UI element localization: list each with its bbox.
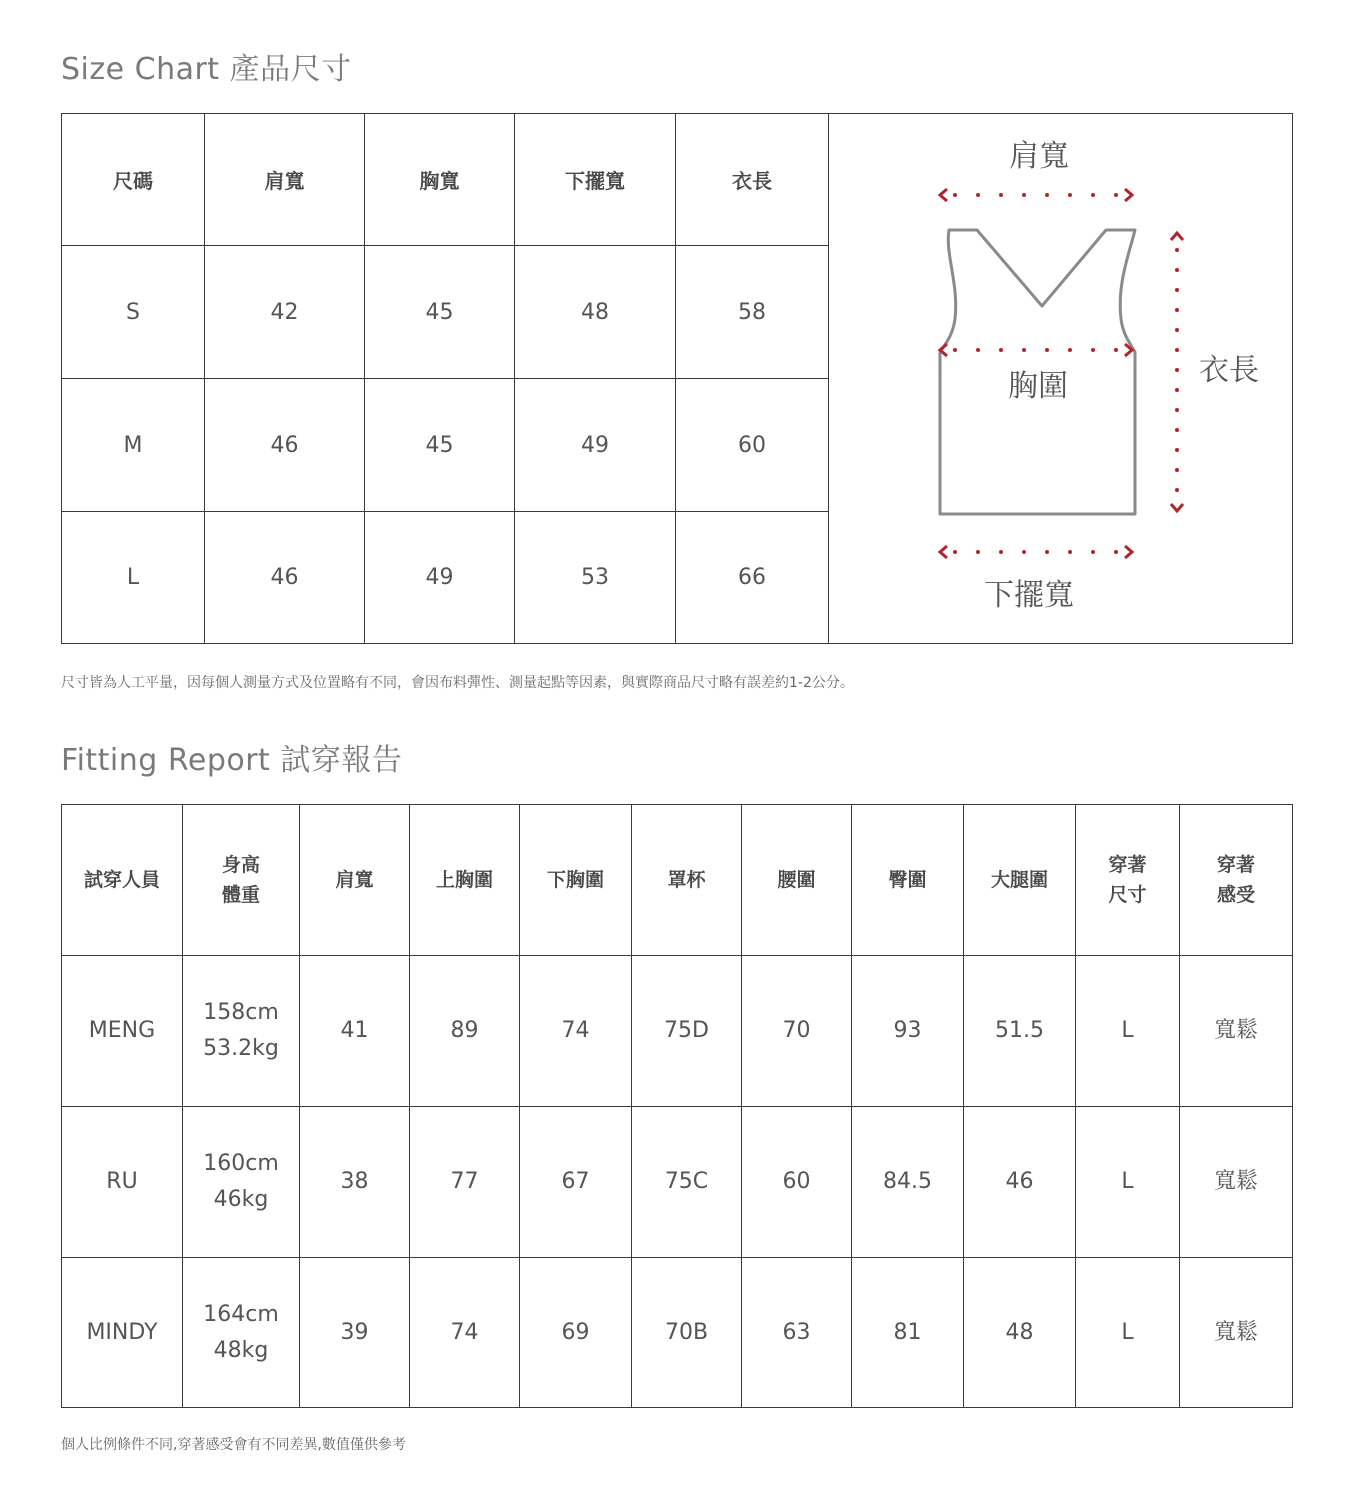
chest-arrow xyxy=(940,344,1132,356)
shoulder-cell: 46 xyxy=(205,379,365,512)
thigh-cell: 46 xyxy=(964,1107,1076,1258)
upper-bust-cell: 74 xyxy=(410,1258,520,1408)
fitting-report-table xyxy=(61,804,1293,1408)
size-cell: M xyxy=(62,379,205,512)
header-upper-bust: 上胸圍 xyxy=(410,805,520,956)
chest-cell: 45 xyxy=(365,246,515,379)
wear-feel-cell: 寬鬆 xyxy=(1180,956,1293,1107)
wear-feel-cell: 寬鬆 xyxy=(1180,1258,1293,1408)
hem-cell: 49 xyxy=(515,379,676,512)
fit-row-ru xyxy=(62,1107,1293,1258)
tester-name: MENG xyxy=(62,956,183,1107)
header-size: 尺碼 xyxy=(62,114,205,246)
shoulder-cell: 38 xyxy=(300,1107,410,1258)
header-under-bust: 下胸圍 xyxy=(520,805,632,956)
hem-cell: 53 xyxy=(515,512,676,644)
height-weight-cell: 164cm 48kg xyxy=(183,1258,300,1408)
under-bust-cell: 74 xyxy=(520,956,632,1107)
shoulder-cell: 41 xyxy=(300,956,410,1107)
shoulder-cell: 42 xyxy=(205,246,365,379)
header-wear-feel: 穿著 感受 xyxy=(1180,805,1293,956)
hem-arrow xyxy=(940,546,1132,558)
waist-cell: 63 xyxy=(742,1258,852,1408)
wear-feel-cell: 寬鬆 xyxy=(1180,1107,1293,1258)
shoulder-arrow xyxy=(940,189,1132,201)
wear-size-cell: L xyxy=(1076,1258,1180,1408)
hip-cell: 84.5 xyxy=(852,1107,964,1258)
diagram-chest-label: 胸圍 xyxy=(1008,369,1068,404)
header-length: 衣長 xyxy=(676,114,829,246)
waist-cell: 60 xyxy=(742,1107,852,1258)
chest-cell: 45 xyxy=(365,379,515,512)
fit-row-mindy xyxy=(62,1258,1293,1408)
tank-top-diagram xyxy=(829,114,1293,644)
wear-size-cell: L xyxy=(1076,1107,1180,1258)
diagram-length-label: 衣長 xyxy=(1199,353,1259,388)
size-cell: S xyxy=(62,246,205,379)
tester-name: MINDY xyxy=(62,1258,183,1408)
hip-cell: 93 xyxy=(852,956,964,1107)
height-weight-cell: 160cm 46kg xyxy=(183,1107,300,1258)
diagram-hem-label: 下擺寬 xyxy=(984,578,1074,613)
wear-size-cell: L xyxy=(1076,956,1180,1107)
fit-header-row xyxy=(62,805,1293,956)
thigh-cell: 51.5 xyxy=(964,956,1076,1107)
header-shoulder: 肩寬 xyxy=(300,805,410,956)
size-header-row xyxy=(62,114,1293,246)
tester-name: RU xyxy=(62,1107,183,1258)
length-cell: 66 xyxy=(676,512,829,644)
header-cup: 罩杯 xyxy=(632,805,742,956)
upper-bust-cell: 89 xyxy=(410,956,520,1107)
waist-cell: 70 xyxy=(742,956,852,1107)
header-thigh: 大腿圍 xyxy=(964,805,1076,956)
header-tester: 試穿人員 xyxy=(62,805,183,956)
hem-cell: 48 xyxy=(515,246,676,379)
length-cell: 58 xyxy=(676,246,829,379)
garment-diagram xyxy=(829,114,1293,644)
under-bust-cell: 69 xyxy=(520,1258,632,1408)
size-chart-title: Size Chart 產品尺寸 xyxy=(61,52,352,87)
shoulder-cell: 39 xyxy=(300,1258,410,1408)
fit-row-meng xyxy=(62,956,1293,1107)
upper-bust-cell: 77 xyxy=(410,1107,520,1258)
header-hem: 下擺寬 xyxy=(515,114,676,246)
chest-cell: 49 xyxy=(365,512,515,644)
hip-cell: 81 xyxy=(852,1258,964,1408)
cup-cell: 75D xyxy=(632,956,742,1107)
under-bust-cell: 67 xyxy=(520,1107,632,1258)
header-waist: 腰圍 xyxy=(742,805,852,956)
shoulder-cell: 46 xyxy=(205,512,365,644)
header-chest: 胸寬 xyxy=(365,114,515,246)
fitting-report-title: Fitting Report 試穿報告 xyxy=(61,743,403,778)
size-cell: L xyxy=(62,512,205,644)
thigh-cell: 48 xyxy=(964,1258,1076,1408)
length-cell: 60 xyxy=(676,379,829,512)
height-weight-cell: 158cm 53.2kg xyxy=(183,956,300,1107)
fitting-report-note: 個人比例條件不同,穿著感受會有不同差異,數值僅供參考 xyxy=(61,1437,406,1453)
size-chart-table xyxy=(61,113,1293,644)
header-shoulder: 肩寬 xyxy=(205,114,365,246)
length-arrow xyxy=(1171,233,1183,511)
cup-cell: 70B xyxy=(632,1258,742,1408)
header-wear-size: 穿著 尺寸 xyxy=(1076,805,1180,956)
header-height-weight: 身高 體重 xyxy=(183,805,300,956)
diagram-shoulder-label: 肩寬 xyxy=(1009,139,1069,174)
header-hip: 臀圍 xyxy=(852,805,964,956)
cup-cell: 75C xyxy=(632,1107,742,1258)
size-chart-note: 尺寸皆為人工平量，因每個人測量方式及位置略有不同，會因布料彈性、測量起點等因素，與實際商品尺寸略有誤差約1-2公分。 xyxy=(61,675,854,691)
